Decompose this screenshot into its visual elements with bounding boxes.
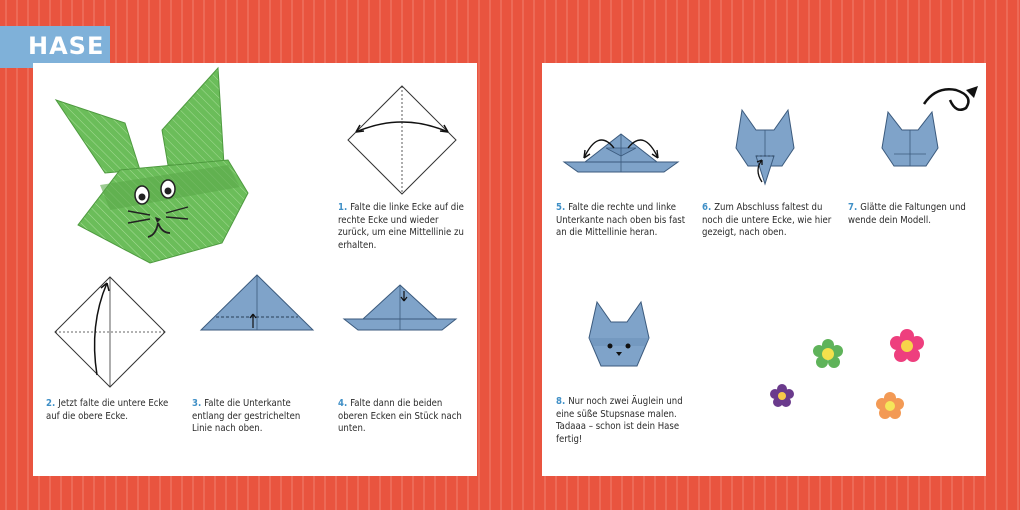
step-4-text: 4. Falte dann die beiden oberen Ecken ein Stück nach unten.	[338, 398, 462, 434]
step-1-text: 1. Falte die linke Ecke auf die rechte Ecke und wieder zurück, um eine Mittellinie zu erhalten.	[338, 202, 464, 251]
diagram-step-1	[346, 84, 458, 196]
flower-purple-icon	[770, 384, 794, 407]
flower-green-icon	[813, 339, 843, 368]
step-6-text: 6. Zum Abschluss faltest du noch die untere Ecke, wie hier gezeigt, nach oben.	[702, 202, 832, 238]
diagram-step-4	[342, 283, 458, 333]
page-title: HASE	[28, 32, 105, 60]
green-bunny-icon	[50, 65, 250, 270]
step-2-text: 2. Jetzt falte die untere Ecke auf die obere Ecke.	[46, 398, 169, 422]
diagram-step-7	[878, 82, 982, 174]
flower-pink-icon	[890, 329, 924, 362]
flower-orange-icon	[876, 392, 904, 419]
step-5-text: 5. Falte die rechte und linke Unterkante nach oben bis fast an die Mittellinie heran.	[556, 202, 686, 238]
step-8-text: 8. Nur noch zwei Äuglein und eine süße Stupsnase malen. Tadaaa – schon ist dein Hase fertig!	[556, 396, 683, 445]
blue-bunny-icon	[585, 300, 653, 370]
step-3-text: 3. Falte die Unterkante entlang der gestrichelten Linie nach oben.	[192, 398, 301, 434]
flower-icons	[760, 320, 940, 430]
title-tab	[0, 26, 110, 68]
diagram-step-6	[732, 108, 798, 186]
step-7-text: 7. Glätte die Faltungen und wende dein Modell.	[848, 202, 966, 226]
diagram-step-3	[198, 273, 316, 333]
diagram-step-5	[562, 126, 680, 174]
diagram-step-2	[53, 275, 167, 389]
